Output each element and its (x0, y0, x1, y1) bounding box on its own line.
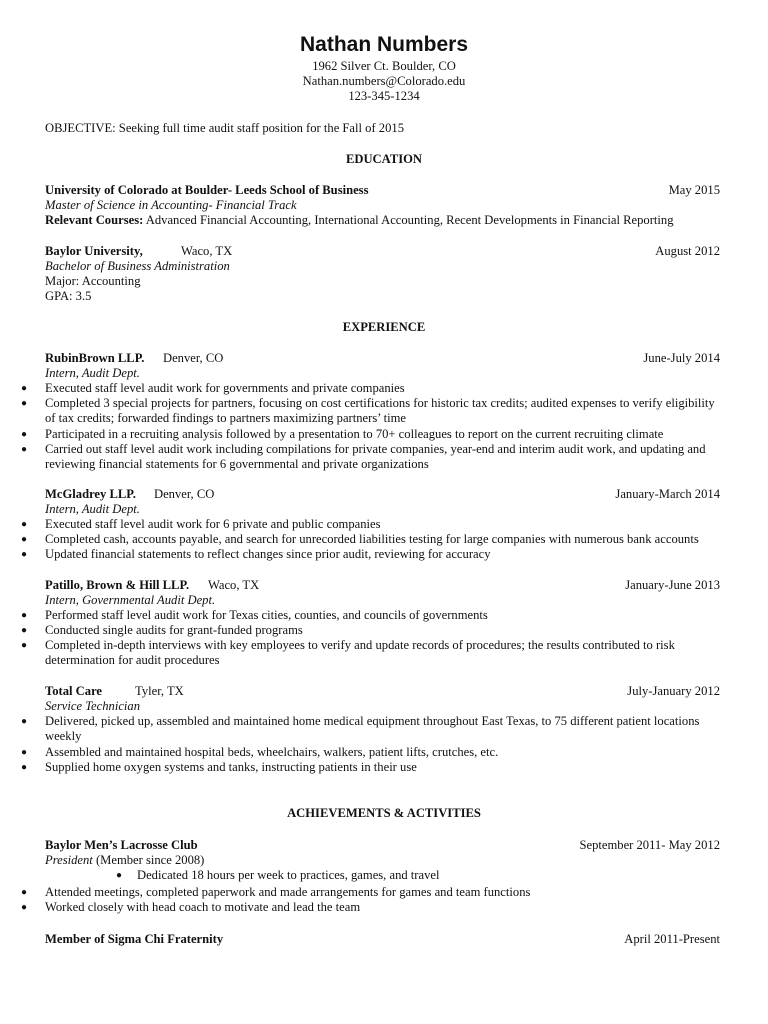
club-role (45, 853, 204, 868)
activities-heading: ACHIEVEMENTS & ACTIVITIES (287, 806, 481, 820)
objective: OBJECTIVE: Seeking full time audit staff position for the Fall of 2015 (45, 121, 404, 135)
bullet-icon: ● (116, 870, 123, 881)
phone: 123-345-1234 (348, 89, 420, 103)
gpa: GPA: 3.5 (45, 289, 92, 303)
school-location: Waco, TX (181, 244, 233, 258)
company-location: Tyler, TX (135, 684, 184, 698)
job-bullet: Completed 3 special projects for partners, focusing on cost certifications for historic tax credits; audited expenses to verify eligibility of tax credits; forwarded findings to partners maximizing partners’ time (45, 396, 715, 425)
address: 1962 Silver Ct. Boulder, CO (312, 59, 456, 73)
job-date: January-March 2014 (615, 487, 720, 501)
job-bullet: Completed in-depth interviews with key employees to verify and update records of procedures; the results contributed to risk determination for audit procedures (45, 638, 675, 667)
email: Nathan.numbers@Colorado.edu (302, 74, 466, 88)
company-name: Patillo, Brown & Hill LLP. (45, 578, 190, 592)
bullet-icon: ● (21, 610, 28, 621)
company-name: McGladrey LLP. (45, 487, 136, 501)
fraternity-date: April 2011-Present (624, 932, 720, 946)
job-date: June-July 2014 (643, 351, 720, 365)
company-name: RubinBrown LLP. (45, 351, 145, 365)
school-date: August 2012 (655, 244, 720, 258)
bullet-icon: ● (21, 519, 28, 530)
job-bullet: Supplied home oxygen systems and tanks, instructing patients in their use (45, 760, 417, 774)
fraternity-name: Member of Sigma Chi Fraternity (45, 932, 224, 946)
bullet-icon: ● (21, 383, 28, 394)
bullet-icon: ● (21, 716, 28, 727)
role-note: (Member since 2008) (92, 853, 205, 867)
activity-bullet: Dedicated 18 hours per week to practices, games, and travel (137, 868, 440, 882)
experience-heading: EXPERIENCE (342, 320, 426, 334)
bullet-icon: ● (21, 625, 28, 636)
job-bullet: Carried out staff level audit work including compilations for private companies, year-end and interim audit work, and updating and reviewing financial statements for 6 governmental and private organizations (45, 442, 706, 471)
job-bullet: Assembled and maintained hospital beds, wheelchairs, walkers, patient lifts, crutches, etc. (45, 745, 499, 759)
courses-label: Relevant Courses: (45, 213, 144, 227)
bullet-icon: ● (21, 534, 28, 545)
bullet-icon: ● (21, 429, 28, 440)
job-bullet: Updated financial statements to reflect changes since prior audit, reviewing for accuracy (45, 547, 491, 561)
job-date: January-June 2013 (625, 578, 720, 592)
relevant-courses (45, 213, 674, 228)
degree: Bachelor of Business Administration (45, 259, 230, 273)
education-heading: EDUCATION (345, 152, 423, 166)
job-bullet: Completed cash, accounts payable, and search for unrecorded liabilities testing for large companies with numerous bank accounts (45, 532, 699, 546)
school-name: Baylor University, (45, 244, 143, 258)
bullet-icon: ● (21, 444, 28, 455)
job-bullet: Participated in a recruiting analysis followed by a presentation to 70+ colleagues to report on the current recruiting climate (45, 427, 664, 441)
bullet-icon: ● (21, 549, 28, 560)
role-title: President (45, 853, 93, 867)
job-bullet: Delivered, picked up, assembled and maintained home medical equipment throughout East Texas, to 75 different patient locations weekly (45, 714, 700, 743)
company-location: Waco, TX (208, 578, 260, 592)
job-date: July-January 2012 (627, 684, 720, 698)
major: Major: Accounting (45, 274, 141, 288)
bullet-icon: ● (21, 398, 28, 409)
courses-list: Advanced Financial Accounting, International Accounting, Recent Developments in Financial Reporting (143, 213, 674, 227)
bullet-icon: ● (21, 887, 28, 898)
company-location: Denver, CO (163, 351, 224, 365)
school-name: University of Colorado at Boulder- Leeds School of Business (45, 183, 369, 197)
job-bullet: Conducted single audits for grant-funded programs (45, 623, 303, 637)
bullet-icon: ● (21, 762, 28, 773)
job-bullet: Performed staff level audit work for Texas cities, counties, and councils of governments (45, 608, 488, 622)
job-title: Service Technician (45, 699, 141, 713)
bullet-icon: ● (21, 902, 28, 913)
degree: Master of Science in Accounting- Financial Track (45, 198, 297, 212)
company-name: Total Care (45, 684, 103, 698)
company-location: Denver, CO (154, 487, 215, 501)
job-title: Intern, Audit Dept. (45, 366, 140, 380)
activity-bullet: Worked closely with head coach to motivate and lead the team (45, 900, 361, 914)
club-name: Baylor Men’s Lacrosse Club (45, 838, 198, 852)
club-date: September 2011- May 2012 (579, 838, 720, 852)
job-title: Intern, Audit Dept. (45, 502, 140, 516)
bullet-icon: ● (21, 747, 28, 758)
activity-bullet: Attended meetings, completed paperwork and made arrangements for games and team functions (45, 885, 531, 899)
job-title: Intern, Governmental Audit Dept. (45, 593, 216, 607)
job-bullet: Executed staff level audit work for governments and private companies (45, 381, 405, 395)
school-date: May 2015 (668, 183, 720, 197)
resume-name: Nathan Numbers (299, 33, 469, 56)
bullet-icon: ● (21, 640, 28, 651)
job-bullet: Executed staff level audit work for 6 private and public companies (45, 517, 381, 531)
